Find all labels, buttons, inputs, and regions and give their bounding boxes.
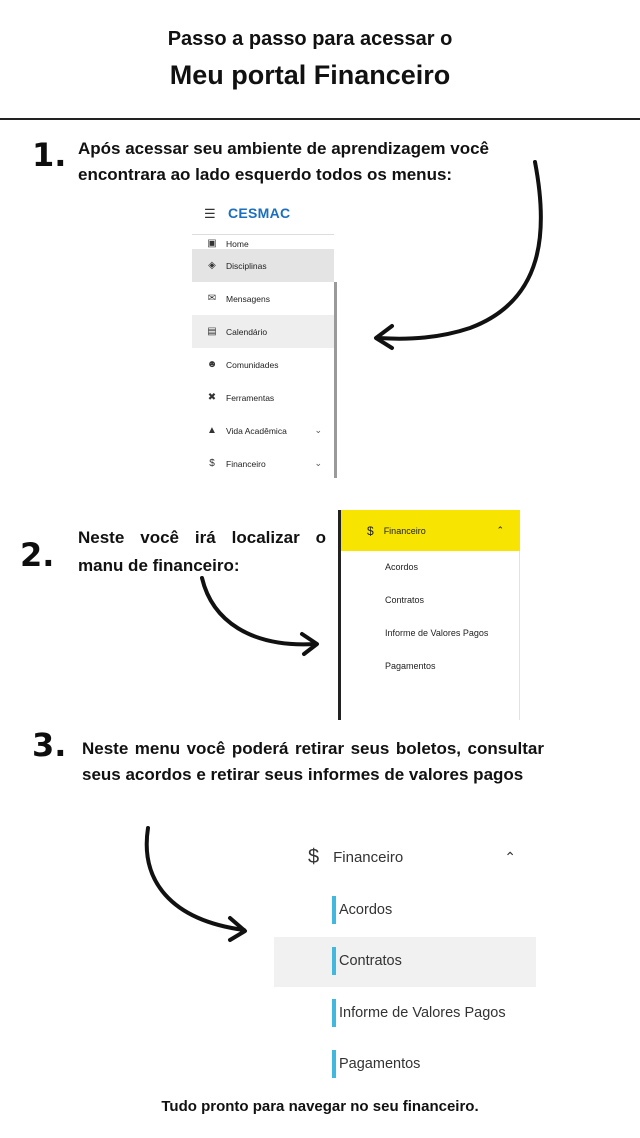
financeiro-label: Financeiro — [333, 848, 404, 866]
chevron-down-icon: ⌄ — [314, 425, 322, 435]
sidebar-menu — [192, 234, 334, 480]
step-3-number: 3. — [32, 726, 67, 764]
submenu-item-informe[interactable]: Informe de Valores Pagos — [385, 628, 489, 638]
page-title: Meu portal Financeiro — [169, 60, 451, 90]
step-1-text: Após acessar seu ambiente de aprendizagem você encontrara ao lado esquerdo todos os menus: — [78, 139, 490, 184]
accent-bar — [332, 999, 336, 1027]
hamburger-menu-icon[interactable]: ☰ — [204, 206, 216, 221]
financeiro-label: Financeiro — [383, 525, 426, 536]
graduation-cap-icon: ◈ — [208, 260, 216, 271]
step-2-text: Neste você irá localizar o manu de financeiro: — [78, 528, 326, 575]
sidebar-item-ferramentas[interactable] — [192, 381, 334, 414]
submenu-item-informe[interactable] — [274, 989, 536, 1039]
sidebar-item-home[interactable] — [192, 235, 334, 249]
sidebar-item-label: Financeiro — [226, 458, 266, 469]
sidebar-item-vida-academica[interactable] — [192, 414, 334, 447]
sidebar-item-label: Home — [226, 239, 249, 249]
dollar-icon: $ — [209, 458, 215, 469]
home-icon: ▣ — [207, 238, 217, 249]
submenu-item-acordos[interactable]: Acordos — [385, 562, 419, 572]
dollar-icon: $ — [367, 523, 374, 538]
sidebar-item-label: Vida Acadêmica — [226, 425, 287, 436]
submenu-item-label: Informe de Valores Pagos — [339, 1005, 506, 1021]
submenu-item-contratos[interactable] — [274, 937, 536, 987]
submenu-item-label: Pagamentos — [339, 1056, 421, 1072]
arrow-head-step-3 — [230, 918, 245, 940]
sidebar-item-mensagens[interactable] — [192, 282, 334, 315]
arrow-head-step-1 — [376, 326, 392, 348]
submenu-item-pagamentos[interactable] — [274, 1040, 536, 1090]
sidebar-screenshot — [192, 198, 338, 480]
scrollbar[interactable] — [334, 282, 337, 478]
sidebar-item-financeiro[interactable] — [192, 447, 334, 480]
community-icon: ☻ — [206, 359, 218, 370]
financeiro-menu-header[interactable] — [341, 510, 520, 551]
chevron-up-icon: ⌃ — [496, 525, 504, 535]
sidebar-item-disciplinas[interactable] — [192, 249, 334, 282]
dollar-icon: $ — [308, 845, 320, 868]
submenu-item-label: Acordos — [339, 902, 393, 918]
sidebar-item-label: Calendário — [226, 326, 268, 337]
submenu-item-acordos[interactable] — [274, 886, 536, 936]
sidebar-item-calendario[interactable] — [192, 315, 334, 348]
sidebar-item-label: Mensagens — [226, 293, 270, 304]
financeiro-menu-header[interactable] — [274, 840, 536, 874]
chevron-up-icon: ⌃ — [504, 848, 516, 865]
envelope-icon: ✉ — [207, 293, 217, 304]
financeiro-menu-screenshot — [338, 510, 520, 720]
chevron-down-icon: ⌄ — [314, 458, 322, 468]
tools-icon: ✖ — [207, 392, 217, 403]
step-3-text: Neste menu você poderá retirar seus boletos, consultar seus acordos e retirar seus informes de valores pagos — [82, 739, 544, 784]
submenu-item-contratos[interactable]: Contratos — [385, 595, 425, 605]
cesmac-logo: CESMAC — [228, 205, 291, 221]
submenu-item-pagamentos[interactable]: Pagamentos — [385, 661, 436, 671]
arrow-step-2 — [202, 578, 316, 644]
header-subtitle: Passo a passo para acessar o — [167, 28, 453, 50]
accent-bar — [332, 896, 336, 924]
academic-icon: ▲ — [207, 425, 217, 436]
arrow-step-1 — [378, 162, 541, 339]
arrow-head-step-2 — [302, 634, 317, 654]
calendar-icon: ▤ — [207, 326, 217, 337]
sidebar-item-comunidades[interactable] — [192, 348, 334, 381]
sidebar-item-label: Disciplinas — [226, 260, 267, 271]
submenu-item-label: Contratos — [339, 953, 402, 969]
footer-text: Tudo pronto para navegar no seu financeiro. — [161, 1098, 479, 1115]
step-1-number: 1. — [32, 136, 67, 174]
sidebar-item-label: Ferramentas — [226, 392, 275, 403]
sidebar-item-label: Comunidades — [226, 359, 279, 370]
step-2-number: 2. — [20, 536, 55, 574]
accent-bar — [332, 1050, 336, 1078]
sidebar-header — [192, 198, 338, 234]
header-divider — [0, 118, 640, 120]
financeiro-submenu-screenshot — [274, 832, 536, 1082]
accent-bar — [332, 947, 336, 975]
arrow-step-3 — [147, 828, 244, 930]
